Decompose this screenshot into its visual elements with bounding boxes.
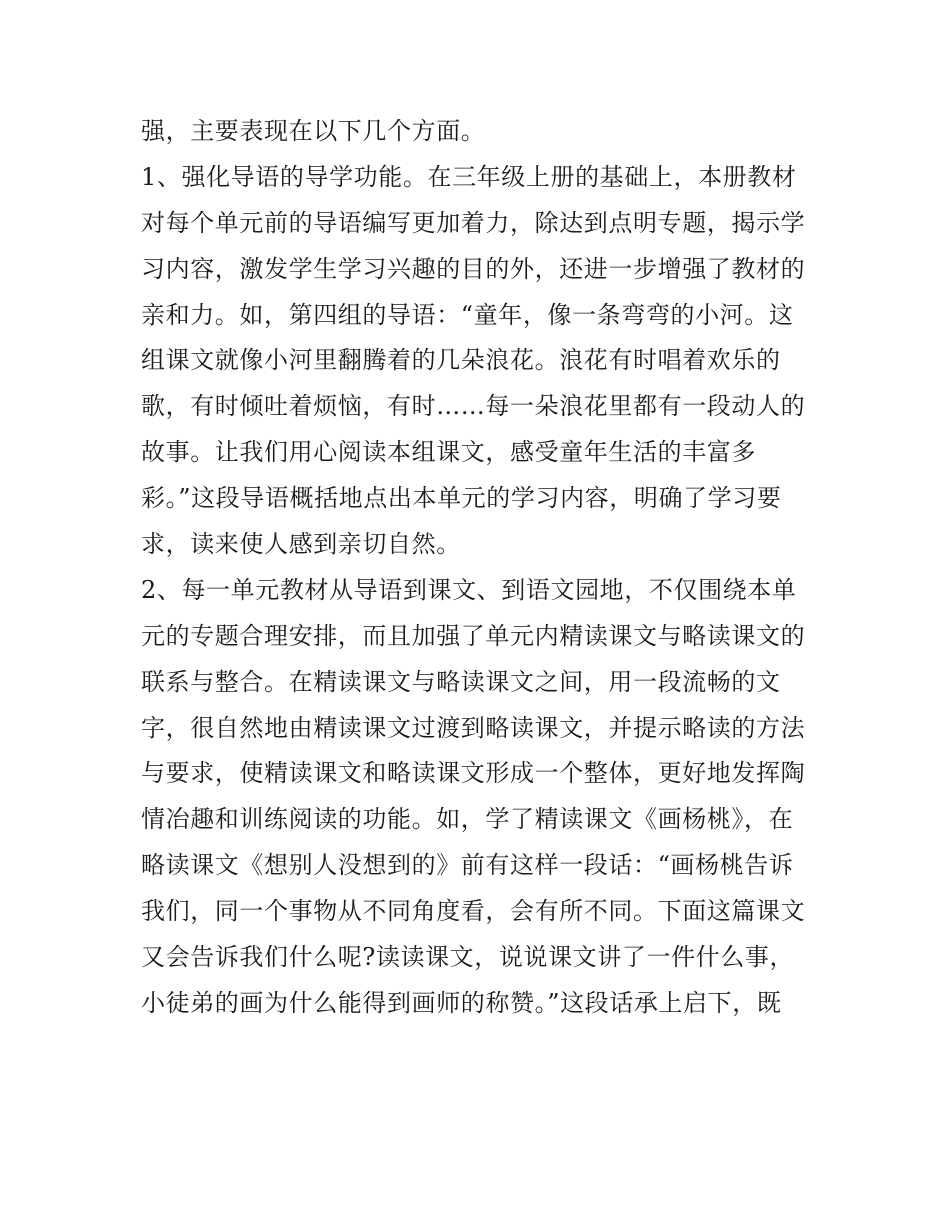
text-line: 组课文就像小河里翻腾着的几朵浪花。浪花有时唱着欢乐的	[141, 346, 781, 375]
text-line: 略读课文《想别人没想到的》前有这样一段话：“画杨桃告诉	[141, 851, 794, 880]
text-line: 对每个单元前的导语编写更加着力，除达到点明专题，揭示学	[141, 208, 806, 237]
text-line: 元的专题合理安排，而且加强了单元内精读课文与略读课文的	[141, 621, 806, 650]
text-line: 彩。”这段导语概括地点出本单元的学习内容，明确了学习要	[141, 484, 782, 513]
text-line: 强，主要表现在以下几个方面。	[141, 117, 486, 145]
text-line: 情冶趣和训练阅读的功能。如，学了精读课文《画杨桃》，在	[141, 805, 794, 834]
text-line: 亲和力。如，第四组的导语：“童年，像一条弯弯的小河。这	[141, 300, 794, 329]
text-line: 1、强化导语的导学功能。在三年级上册的基础上，本册教材	[141, 162, 797, 191]
text-line: 故事。让我们用心阅读本组课文，感受童年生活的丰富多	[141, 438, 756, 467]
text-line: 与要求，使精读课文和略读课文形成一个整体，更好地发挥陶	[141, 759, 806, 788]
text-line: 又会告诉我们什么呢?读读课文，说说课文讲了一件什么事，	[141, 943, 795, 972]
text-line: 2、每一单元教材从导语到课文、到语文园地，不仅围绕本单	[141, 575, 797, 604]
text-line: 求，读来使人感到亲切自然。	[141, 530, 461, 559]
text-line: 字，很自然地由精读课文过渡到略读课文，并提示略读的方法	[141, 713, 806, 742]
text-line: 歌，有时倾吐着烦恼，有时……每一朵浪花里都有一段动人的	[141, 392, 806, 421]
body-text	[141, 109, 831, 1027]
text-line: 小徒弟的画为什么能得到画师的称赞。”这段话承上启下，既	[141, 988, 782, 1017]
text-line: 我们，同一个事物从不同角度看，会有所不同。下面这篇课文	[141, 897, 806, 926]
text-line: 习内容，激发学生学习兴趣的目的外，还进一步增强了教材的	[141, 254, 806, 283]
text-line: 联系与整合。在精读课文与略读课文之间，用一段流畅的文	[141, 667, 781, 696]
